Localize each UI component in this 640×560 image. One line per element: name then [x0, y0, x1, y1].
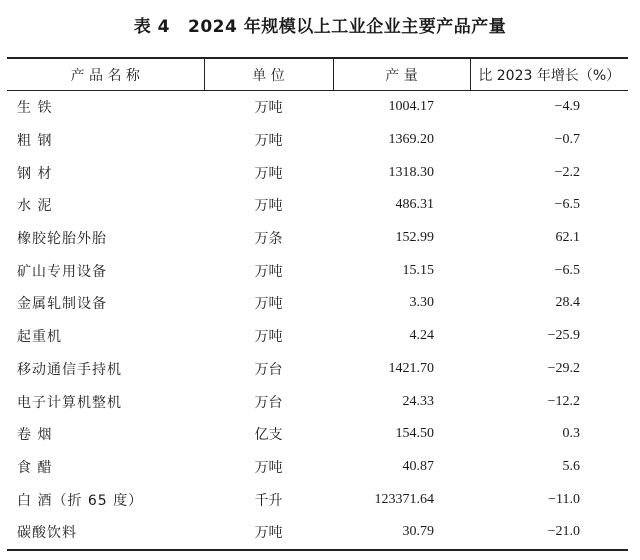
unit: 万吨 — [254, 525, 283, 542]
unit: 万吨 — [254, 296, 283, 313]
output-value: 24.33 — [402, 393, 434, 409]
table-title-text: 2024 年规模以上工业企业主要产品产量 — [188, 17, 507, 37]
output-value: 1369.20 — [388, 132, 434, 148]
output-value: 15.15 — [402, 262, 434, 278]
product-name: 金属轧制设备 — [17, 296, 107, 313]
growth-value: −21.0 — [547, 524, 580, 540]
header-row — [7, 58, 628, 91]
table-row — [7, 451, 628, 484]
table-row — [7, 287, 628, 320]
table-row — [7, 189, 628, 222]
product-name: 移动通信手持机 — [17, 361, 122, 378]
output-value: 154.50 — [395, 426, 434, 442]
table-row — [7, 254, 628, 287]
growth-value: −11.0 — [548, 491, 580, 507]
table-row — [7, 353, 628, 386]
growth-value: −0.7 — [554, 132, 580, 148]
product-name: 钢 材 — [17, 165, 53, 182]
product-name: 电子计算机整机 — [17, 394, 122, 411]
output-value: 486.31 — [395, 197, 434, 213]
unit: 万台 — [254, 394, 283, 411]
header-growth: 比 2023 年增长（%） — [470, 58, 628, 91]
table-row — [7, 418, 628, 451]
output-value: 3.30 — [409, 295, 434, 311]
growth-value: −6.5 — [554, 197, 580, 213]
growth-value: −6.5 — [554, 262, 580, 278]
output-value: 152.99 — [395, 230, 434, 246]
table-row — [7, 124, 628, 157]
header-output: 产 量 — [333, 58, 470, 91]
table-number: 表 4 — [133, 17, 170, 37]
growth-value: 5.6 — [562, 458, 580, 474]
output-value: 30.79 — [402, 524, 434, 540]
growth-value: −4.9 — [554, 99, 580, 115]
unit: 万台 — [254, 361, 283, 378]
unit: 万吨 — [254, 459, 283, 476]
product-name: 卷 烟 — [17, 427, 53, 444]
growth-value: −29.2 — [547, 360, 580, 376]
growth-value: −12.2 — [547, 393, 580, 409]
growth-value: 28.4 — [555, 295, 580, 311]
product-output-table — [7, 57, 628, 551]
growth-value: −25.9 — [547, 328, 580, 344]
product-name: 生 铁 — [17, 100, 53, 117]
output-value: 40.87 — [402, 458, 434, 474]
unit: 千升 — [254, 492, 283, 509]
table-title — [0, 12, 640, 37]
table-row — [7, 222, 628, 255]
table-row — [7, 156, 628, 189]
unit: 万吨 — [254, 329, 283, 346]
unit: 万吨 — [254, 165, 283, 182]
product-name: 碳酸饮料 — [17, 525, 77, 542]
table-row — [7, 516, 628, 550]
unit: 万吨 — [254, 100, 283, 117]
output-value: 1421.70 — [388, 360, 434, 376]
growth-value: −2.2 — [554, 164, 580, 180]
product-name: 白 酒（折 65 度） — [17, 492, 144, 509]
unit: 万吨 — [254, 198, 283, 215]
product-name: 食 醋 — [17, 459, 53, 476]
unit: 万条 — [254, 231, 283, 248]
product-name: 矿山专用设备 — [17, 263, 107, 280]
product-name: 粗 钢 — [17, 133, 53, 150]
output-value: 1004.17 — [388, 99, 434, 115]
table-row — [7, 483, 628, 516]
header-product-name: 产 品 名 称 — [7, 58, 204, 91]
product-name: 橡胶轮胎外胎 — [17, 231, 107, 248]
unit: 万吨 — [254, 133, 283, 150]
table-row — [7, 320, 628, 353]
output-value: 123371.64 — [374, 491, 434, 507]
unit: 亿支 — [254, 427, 283, 444]
table-row — [7, 385, 628, 418]
growth-value: 0.3 — [562, 426, 580, 442]
output-value: 1318.30 — [388, 164, 434, 180]
table-row — [7, 91, 628, 124]
product-name: 起重机 — [17, 329, 62, 346]
unit: 万吨 — [254, 263, 283, 280]
growth-value: 62.1 — [555, 230, 580, 246]
header-unit: 单 位 — [204, 58, 333, 91]
output-value: 4.24 — [409, 328, 434, 344]
product-name: 水 泥 — [17, 198, 53, 215]
